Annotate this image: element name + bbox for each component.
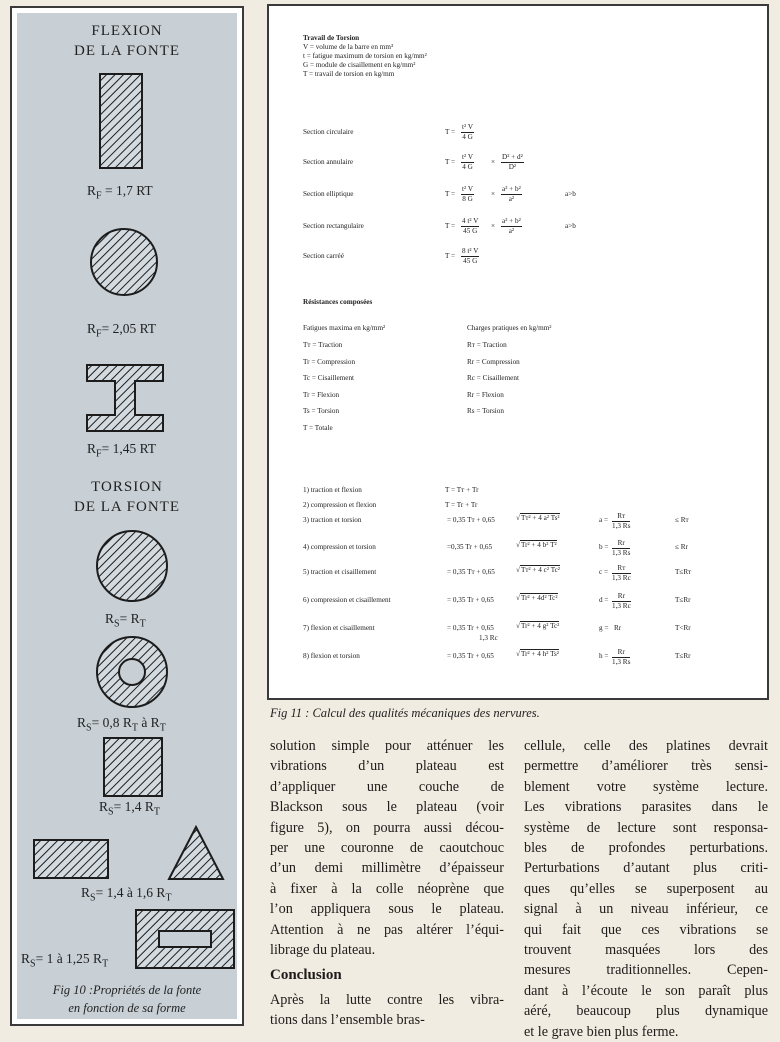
formula-fraction-numerator: 8 t² V: [462, 247, 479, 255]
combo-label: 7) flexion et cisaillement: [303, 624, 375, 632]
combo-radical: [516, 622, 559, 630]
ratio-fraction-numerator: Rт: [612, 512, 630, 522]
sqrt-sign: √: [516, 566, 520, 574]
torsion-circle-label: $R_S= R_T$: [105, 611, 146, 630]
charge-item: Rт = Traction: [467, 341, 507, 349]
legend-g: G = module de cisaillement en kg/mm²: [303, 61, 416, 69]
combo-condition: T<Rr: [675, 624, 691, 632]
text-line: vibrations d’un plateau est: [270, 758, 504, 775]
radicand: Tт² + 4 c² Tc²: [520, 566, 560, 574]
combo-extra: 1,3 Rc: [479, 634, 498, 642]
formula-fraction-2-denominator: a²: [508, 227, 515, 235]
text-line: Les vibrations parasites dans le: [524, 799, 768, 816]
formula-fraction: [461, 247, 479, 266]
text-line: qui fait que ces vibrations se: [524, 921, 768, 938]
figure-10-caption: [19, 981, 235, 1017]
conclusion-heading: Conclusion: [270, 967, 342, 983]
charges-title: Charges pratiques en kg/mm²: [467, 324, 552, 332]
formula-lhs: T =: [445, 222, 456, 230]
figure-10-caption-line2: en fonction de sa forme: [68, 1001, 186, 1015]
combo-expression: = 0,35 Tт + 0,65: [447, 568, 495, 576]
radicand: Tr² + 4 h² Ts²: [520, 650, 559, 658]
ratio-fraction-denominator: 1,3 Rc: [612, 574, 631, 582]
ratio-fraction-denominator: 1,3 Rs: [612, 658, 631, 666]
formula-fraction-denominator: 45 G: [463, 227, 478, 235]
text-line: per une couronne de caoutchouc: [270, 840, 504, 857]
formula-lhs: T =: [445, 252, 456, 260]
times-sign: ×: [491, 158, 496, 166]
text-line: Perturbations d’autant plus criti-: [524, 860, 768, 877]
formula-fraction: [461, 217, 479, 236]
torsion-hollow-label: $R_S= 1$ à 1,25 $R_T$: [21, 951, 109, 970]
charge-item: Rr = Compression: [467, 357, 520, 366]
text-line: d’un demi millimètre d’épaisseur: [270, 860, 504, 877]
torsion-ring-shape: [95, 635, 169, 709]
text-line: Blackson sous le plateau (voir: [270, 799, 504, 816]
text-line: Après la lutte contre les vibra-: [270, 992, 504, 1008]
fatigues-title: Fatigues maxima en kg/mm²: [303, 324, 386, 332]
formula-lhs: T =: [445, 190, 456, 198]
ratio-fraction: [612, 648, 630, 667]
section-label: Section annulaire: [303, 158, 354, 166]
times-sign: ×: [491, 190, 496, 198]
formula-lhs: T =: [445, 128, 456, 136]
sqrt-sign: √: [516, 594, 520, 602]
legend-v: V = volume de la barre en mm³: [303, 43, 394, 51]
ratio-fraction-numerator: Rr: [612, 648, 630, 658]
legend-t: t = fatigue maximum de torsion en kg/mm²: [303, 52, 427, 60]
condition-label: a>b: [565, 190, 576, 198]
sqrt-sign: √: [516, 514, 520, 522]
figure-11-caption: Fig 11 : Calcul des qualités mécaniques des nervures.: [270, 706, 540, 720]
text-line: figure 5), on pourra aussi décou-: [270, 819, 504, 836]
combo-expression: = 0,35 Tr + 0,65: [447, 596, 494, 604]
combo-expression: = 0,35 Tт + 0,65: [447, 516, 495, 524]
formula-fraction: [461, 123, 474, 142]
formula-fraction-2-denominator: a²: [508, 195, 515, 203]
combo-expression: T = Tт + Tr: [445, 486, 479, 494]
charge-item: Rc = Cisaillement: [467, 374, 519, 383]
sqrt-sign: √: [516, 541, 520, 549]
flexion-rect-label: $R_F = 1,7$ RT: [87, 183, 153, 202]
radicand: Tт² + 4 a² Ts²: [520, 514, 560, 522]
text-line: système de lecture sont responsa-: [524, 819, 768, 836]
combo-radical: [516, 650, 559, 658]
text-line: solution simple pour atténuer les: [270, 738, 504, 754]
formula-fraction-denominator: 4 G: [462, 163, 473, 171]
radicand: Tr² + 4 b² T²: [520, 541, 557, 549]
text-line: aéré, beaucoup plus dynamique: [524, 1003, 768, 1020]
combo-label: 2) compression et flexion: [303, 501, 377, 509]
combo-condition: ≤ Rr: [675, 543, 688, 551]
ratio-fraction-numerator: Rт: [612, 564, 631, 574]
torsion-work-title: Travail de Torsion: [303, 34, 360, 42]
rectangle-section-shape: [99, 73, 143, 169]
text-line: signal à un niveau inférieur, ce: [524, 901, 768, 918]
text-line: mesures traditionnelles. Cepen-: [524, 962, 768, 979]
ratio-fraction-denominator: 1,3 Rs: [612, 522, 631, 530]
section-label: Section elliptique: [303, 190, 354, 198]
formula-fraction-numerator: t² V: [462, 185, 474, 193]
section-label: Section circulaire: [303, 128, 354, 136]
formula-lhs: T =: [445, 158, 456, 166]
combo-variable: h =: [599, 652, 609, 660]
article-column-2: [524, 736, 768, 1042]
formula-fraction-2-denominator: D²: [508, 163, 517, 171]
combo-label: 5) traction et cisaillement: [303, 568, 377, 576]
torsion-ring-label: $R_S= 0,8$ $R_T$ à $R_T$: [77, 715, 166, 734]
text-line: permettre d’améliorer très sensi-: [524, 758, 768, 775]
flexion-title-line2: DE LA FONTE: [74, 43, 180, 59]
formula-fraction-2: [501, 185, 522, 204]
ratio-fraction-numerator: Rr: [612, 539, 630, 549]
combo-expression: =0,35 Tr + 0,65: [447, 543, 493, 551]
section-label: Section carréé: [303, 252, 344, 260]
composite-resistances-title: Résistances composées: [303, 298, 373, 306]
figure-10-background: [17, 13, 237, 1019]
text-line: tions dans l’ensemble bras-: [270, 1012, 425, 1029]
ratio-fraction: [612, 592, 631, 611]
sqrt-sign: √: [516, 622, 520, 630]
article-column-1: [270, 736, 504, 960]
formula-fraction-numerator: t² V: [462, 153, 474, 161]
combo-label: 3) traction et torsion: [303, 516, 362, 524]
formula-fraction-2-numerator: a² + b²: [502, 185, 521, 193]
combo-variable: g =: [599, 624, 609, 632]
combo-radical: [516, 514, 560, 522]
combo-condition: T≤Rr: [675, 596, 691, 604]
combo-condition: T≤Rт: [675, 568, 692, 576]
text-line: Attention à ne pas altérer l’équi-: [270, 921, 504, 938]
flexion-ibeam-label: $R_F= 1,45$ RT: [87, 441, 157, 460]
flexion-circle-label: $R_F= 2,05$ RT: [87, 321, 157, 340]
ratio-fraction: [612, 539, 630, 558]
radicand: Tr² + 4 g² Tc²: [520, 622, 560, 630]
legend-work: T = travail de torsion en kg/mm: [303, 70, 395, 78]
flexion-title-line1: FLEXION: [91, 23, 163, 39]
formula-fraction-2: [501, 153, 524, 172]
ibeam-section-shape: [85, 363, 165, 433]
charge-item: Rs = Torsion: [467, 407, 504, 416]
combo-label: 6) compression et cisaillement: [303, 596, 391, 604]
formula-fraction-denominator: 4 G: [462, 133, 473, 141]
article-column-1-conclusion: [270, 990, 504, 1031]
text-line: trouvent masquées lors des: [524, 942, 768, 959]
torsion-triangle-shape: [167, 825, 225, 881]
formula-fraction-2-numerator: D² + d²: [502, 153, 523, 161]
formula-fraction-denominator: 8 G: [462, 195, 473, 203]
fatigue-item: Tc = Cisaillement: [303, 374, 355, 383]
combo-expression: = 0,35 Tr + 0,65: [447, 652, 494, 660]
torsion-square-shape: [103, 737, 163, 797]
torsion-title-line2: DE LA FONTE: [74, 499, 180, 515]
ratio-fraction-denominator: 1,3 Rs: [612, 549, 631, 557]
torsion-square-label: $R_S= 1,4$ $R_T$: [99, 799, 160, 818]
formula-fraction: [461, 185, 474, 204]
condition-label: a>b: [565, 222, 576, 230]
combo-label: 1) traction et flexion: [303, 486, 362, 494]
figure-11-content: [269, 6, 767, 698]
combo-label: 8) flexion et torsion: [303, 652, 360, 660]
combo-variable: c =: [599, 568, 609, 576]
combo-variable: b =: [599, 543, 609, 551]
formula-fraction-2-numerator: a² + b²: [502, 217, 521, 225]
combo-radical: [516, 594, 558, 602]
sqrt-sign: √: [516, 650, 520, 658]
text-line: à fixer à la colle néoprène que: [270, 880, 504, 897]
charge-item: Rr = Flexion: [467, 390, 504, 399]
text-line: et le grave bien plus ferme.: [524, 1023, 679, 1040]
circle-section-shape: [89, 227, 159, 297]
formula-fraction-2: [501, 217, 522, 236]
radicand: Tr² + 4d² Tc²: [520, 594, 558, 602]
combo-expression: T = Tr + Tr: [445, 501, 478, 509]
combo-condition: ≤ Rт: [675, 516, 689, 524]
torsion-circle-shape: [95, 529, 169, 603]
text-line: ques qu’elles se superposent au: [524, 880, 768, 897]
text-line: l’on appliquera sous le plateau.: [270, 901, 504, 918]
combo-variable: d =: [599, 596, 609, 604]
text-line: librage du plateau.: [270, 942, 376, 959]
combo-label: 4) compression et torsion: [303, 543, 376, 551]
torsion-title-line1: TORSION: [91, 479, 163, 495]
section-label: Section rectangulaire: [303, 222, 364, 230]
ratio-fraction: [612, 512, 630, 531]
ratio-fraction: [612, 564, 631, 583]
ratio-fraction-denominator: 1,3 Rc: [612, 602, 631, 610]
text-line: blement votre système lecture.: [524, 778, 768, 795]
formula-fraction-numerator: 4 t² V: [462, 217, 479, 225]
text-line: dant à l’écoute le son paraît plus: [524, 982, 768, 999]
fatigue-item: Tr = Compression: [303, 357, 356, 366]
formula-fraction: [461, 153, 474, 172]
combo-expression: = 0,35 Tr + 0,65: [447, 624, 494, 632]
combo-variable: a =: [599, 516, 609, 524]
fatigue-item: Tr = Flexion: [303, 390, 340, 399]
figure-10-caption-line1: Fig 10 :Propriétés de la fonte: [52, 983, 202, 997]
fatigue-item: Ts = Torsion: [303, 407, 340, 416]
ratio-fraction-numerator: Rr: [612, 592, 631, 602]
formula-fraction-numerator: t² V: [462, 123, 474, 131]
text-line: d’appliquer une couche de: [270, 778, 504, 795]
ratio-value: Rr: [614, 624, 622, 632]
text-line: cellule, celle des platines devrait: [524, 738, 768, 754]
figure-11-box: [267, 4, 769, 700]
combo-radical: [516, 566, 560, 574]
torsion-rect-tri-label: $R_S= 1,4$ à 1,6 $R_T$: [81, 885, 172, 904]
text-line: bles de profondes perturbations.: [524, 840, 768, 857]
figure-10-panel: [10, 6, 244, 1026]
torsion-rectangle-shape: [33, 839, 109, 879]
torsion-hollow-rect-shape: [135, 909, 235, 969]
fatigue-item: T = Totale: [303, 424, 333, 432]
times-sign: ×: [491, 222, 496, 230]
fatigue-item: Tт = Traction: [303, 341, 343, 349]
combo-condition: T≤Rr: [675, 652, 691, 660]
combo-radical: [516, 541, 557, 549]
formula-fraction-denominator: 45 G: [463, 257, 478, 265]
